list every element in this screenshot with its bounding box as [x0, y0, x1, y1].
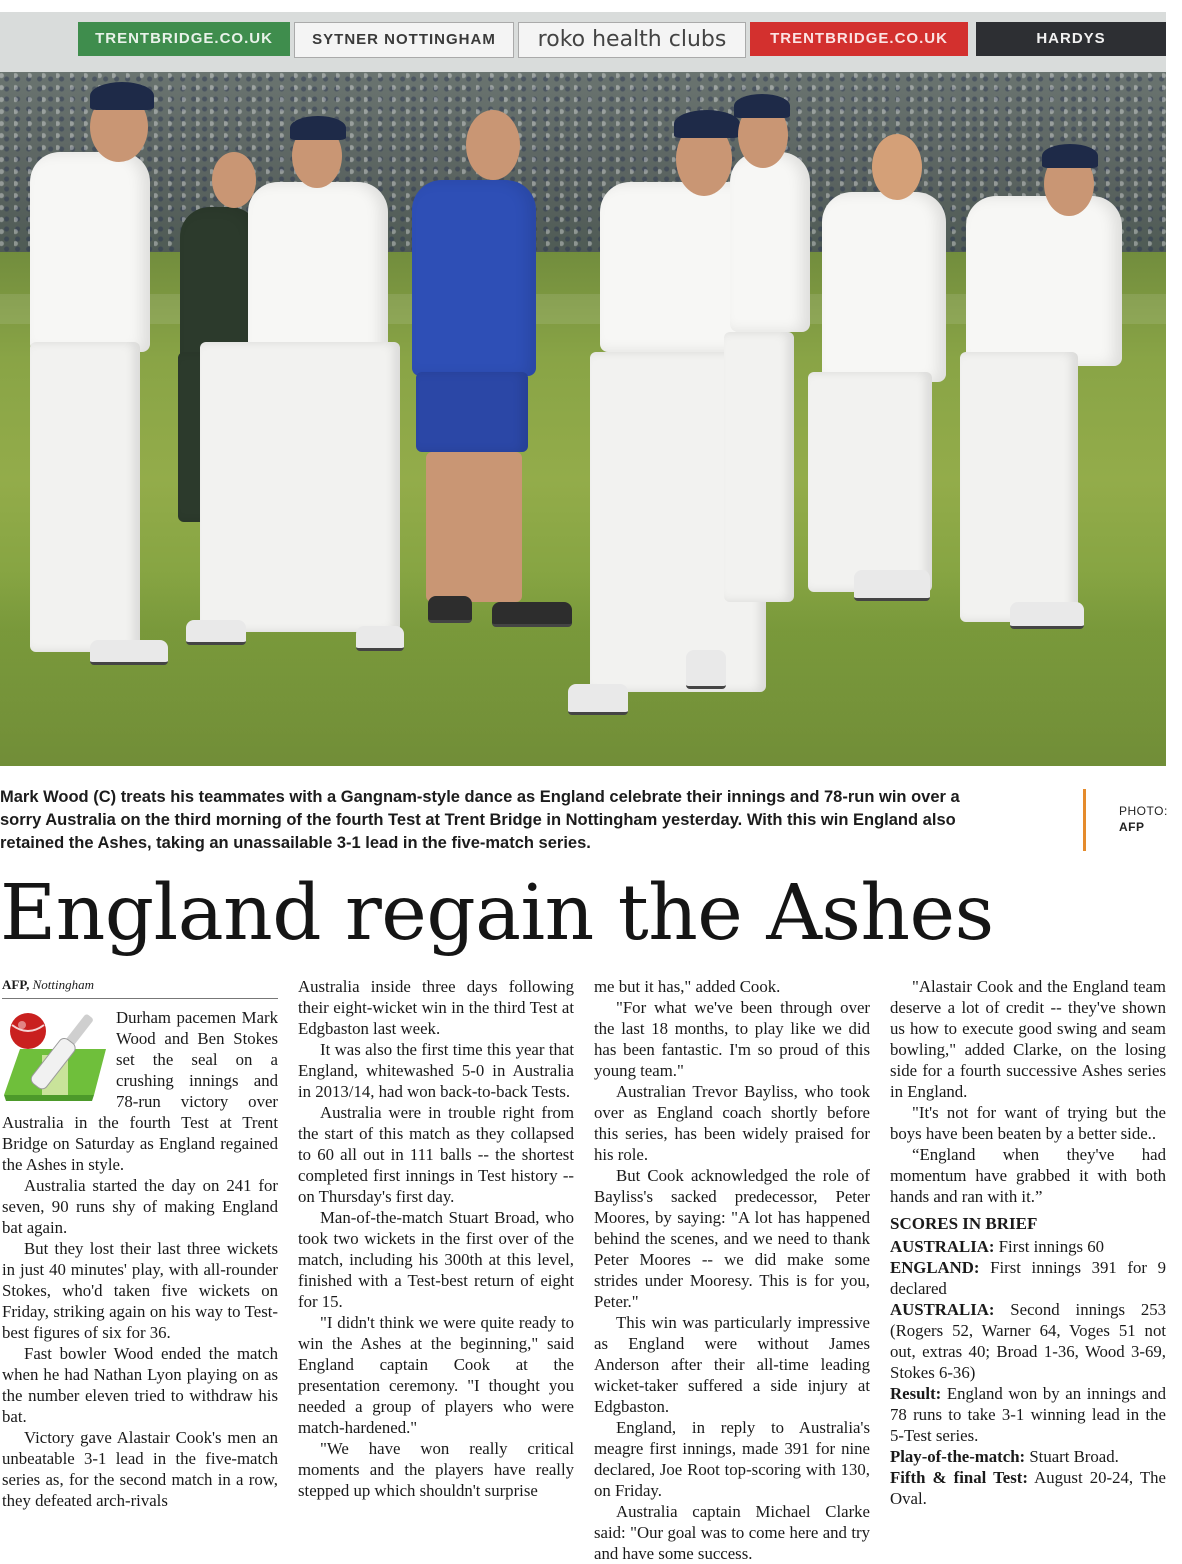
paragraph: Australian Trevor Bayliss, who took over as England coach shortly before this series, has been widely praised for his role. [594, 1082, 870, 1164]
score-key: Result: [890, 1384, 942, 1403]
photo-credit [1119, 803, 1168, 835]
dateline-agency: AFP, [2, 977, 30, 992]
paragraph: "It's not for want of trying but the boys have been beaten by a better side.. [890, 1103, 1166, 1143]
paragraph: England, in reply to Australia's meagre first innings, made 391 for nine declared, Joe Root top-scoring with 130, on Friday. [594, 1418, 870, 1500]
paragraph: "We have won really critical moments and the players have really stepped up which shouldn't surprise [298, 1439, 574, 1500]
paragraph: "For what we've been through over the last 18 months, to play like we did has been fantastic. I'm so proud of this young team." [594, 998, 870, 1080]
score-value: Second innings 253 (Rogers 52, Warner 64, Voges 51 not out, extras 40; Broad 1-36, Wood 3-69, Stokes 6-36) [890, 1300, 1166, 1382]
score-row [890, 1446, 1166, 1467]
ad-board: HARDYS [976, 22, 1166, 56]
cricket-icon [2, 1009, 108, 1107]
paragraph: Australia were in trouble right from the start of this match as they collapsed to 60 all out in 111 balls -- the shortest completed first innings in Test history -- on Thursday's first day. [298, 1103, 574, 1206]
dateline [2, 976, 278, 999]
credit-source: AFP [1119, 820, 1145, 834]
article-column-2 [298, 976, 574, 1501]
score-key: ENGLAND: [890, 1258, 980, 1277]
scores-in-brief [890, 1213, 1166, 1509]
score-value: First innings 60 [994, 1237, 1104, 1256]
paragraph: This win was particularly impressive as England were without James Anderson after their all-time leading wicket-taker suffered a side injury at Edgbaston. [594, 1313, 870, 1416]
article-column-3 [594, 976, 870, 1564]
score-key: AUSTRALIA: [890, 1237, 995, 1256]
paragraph: Australia captain Michael Clarke said: "Our goal was to come here and try and have some success. [594, 1502, 870, 1563]
paragraph: Australia started the day on 241 for seven, 90 runs shy of making England bat again. [2, 1176, 278, 1237]
paragraph: But they lost their last three wickets in just 40 minutes' play, with all-rounder Stokes, who'd taken five wickets on Friday, striking again on his way to Test-best figures of six for 36. [2, 1239, 278, 1342]
score-value: First innings 391 for 9 declared [890, 1258, 1166, 1298]
paragraph: Victory gave Alastair Cook's men an unbeatable 3-1 lead in the five-match series as, for the second match in a row, they defeated arch-rivals [2, 1428, 278, 1510]
paragraph: Man-of-the-match Stuart Broad, who took two wickets in the first over of the match, including his 300th at this level, finished with a Test-best return of eight for 15. [298, 1208, 574, 1311]
advertising-boards [0, 12, 1166, 72]
paragraph: But Cook acknowledged the role of Bayliss's sacked predecessor, Peter Moores, by saying: "A lot has happened behind the scenes, and we need to thank Peter Moores -- we did make some strides under Mooresy. This is for you, Peter." [594, 1166, 870, 1311]
article-column-4 [890, 976, 1166, 1509]
score-row [890, 1257, 1166, 1299]
paragraph: "I didn't think we were quite ready to win the Ashes at the beginning," said England captain Cook at the presentation ceremony. "I thought you needed a group of players who were match-hardened." [298, 1313, 574, 1437]
article-column-1 [2, 976, 278, 1511]
score-row [890, 1467, 1166, 1509]
score-row [890, 1383, 1166, 1446]
score-value: England won by an innings and 78 runs to take 3-1 winning lead in the 5-Test series. [890, 1384, 1166, 1445]
dateline-place: Nottingham [32, 977, 94, 992]
paragraph: “England when they've had momentum have grabbed it with both hands and ran with it.” [890, 1145, 1166, 1206]
headline: England regain the Ashes [0, 869, 994, 958]
score-row [890, 1236, 1166, 1257]
score-key: AUSTRALIA: [890, 1300, 995, 1319]
score-value: Stuart Broad. [1025, 1447, 1119, 1466]
credit-divider [1083, 789, 1086, 851]
paragraph: "Alastair Cook and the England team deserve a lot of credit -- they've shown us how to execute good swing and seam bowling," added Clarke, on the losing side for a fourth successive Ashes series in England. [890, 977, 1166, 1101]
credit-label: PHOTO: [1119, 804, 1168, 818]
score-key: Play-of-the-match: [890, 1447, 1026, 1466]
ad-board: TRENTBRIDGE.CO.UK [750, 22, 968, 56]
scores-title: SCORES IN BRIEF [890, 1214, 1038, 1233]
ad-board: SYTNER NOTTINGHAM [294, 22, 514, 58]
ad-board: roko health clubs [518, 22, 746, 58]
paragraph: Fast bowler Wood ended the match when he had Nathan Lyon playing on as the number eleven tried to withdraw his bat. [2, 1344, 278, 1426]
paragraph: Durham pacemen Mark Wood and Ben Stokes set the seal on a crushing innings and 78-run victory over Australia in the fourth Test at Trent Bridge on Saturday as England regained the Ashes in style. [2, 1008, 278, 1174]
paragraph: Australia inside three days following their eight-wicket win in the third Test at Edgbaston last week. [298, 977, 574, 1038]
paragraph: It was also the first time this year that England, whitewashed 5-0 in Australia in 2013/14, had won back-to-back Tests. [298, 1040, 574, 1101]
paragraph: me but it has," added Cook. [594, 977, 781, 996]
score-row [890, 1299, 1166, 1383]
photo-caption: Mark Wood (C) treats his teammates with a Gangnam-style dance as England celebrate their innings and 78-run win over a sorry Australia on the third morning of the fourth Test at Trent Bridge in Nottingham yesterday. With this win England also retained the Ashes, taking an unassailable 3-1 lead in the five-match series. [0, 788, 960, 852]
score-key: Fifth & final Test: [890, 1468, 1028, 1487]
news-photo [0, 12, 1166, 766]
ad-board: TRENTBRIDGE.CO.UK [78, 22, 290, 56]
score-value: August 20-24, The Oval. [890, 1468, 1166, 1508]
